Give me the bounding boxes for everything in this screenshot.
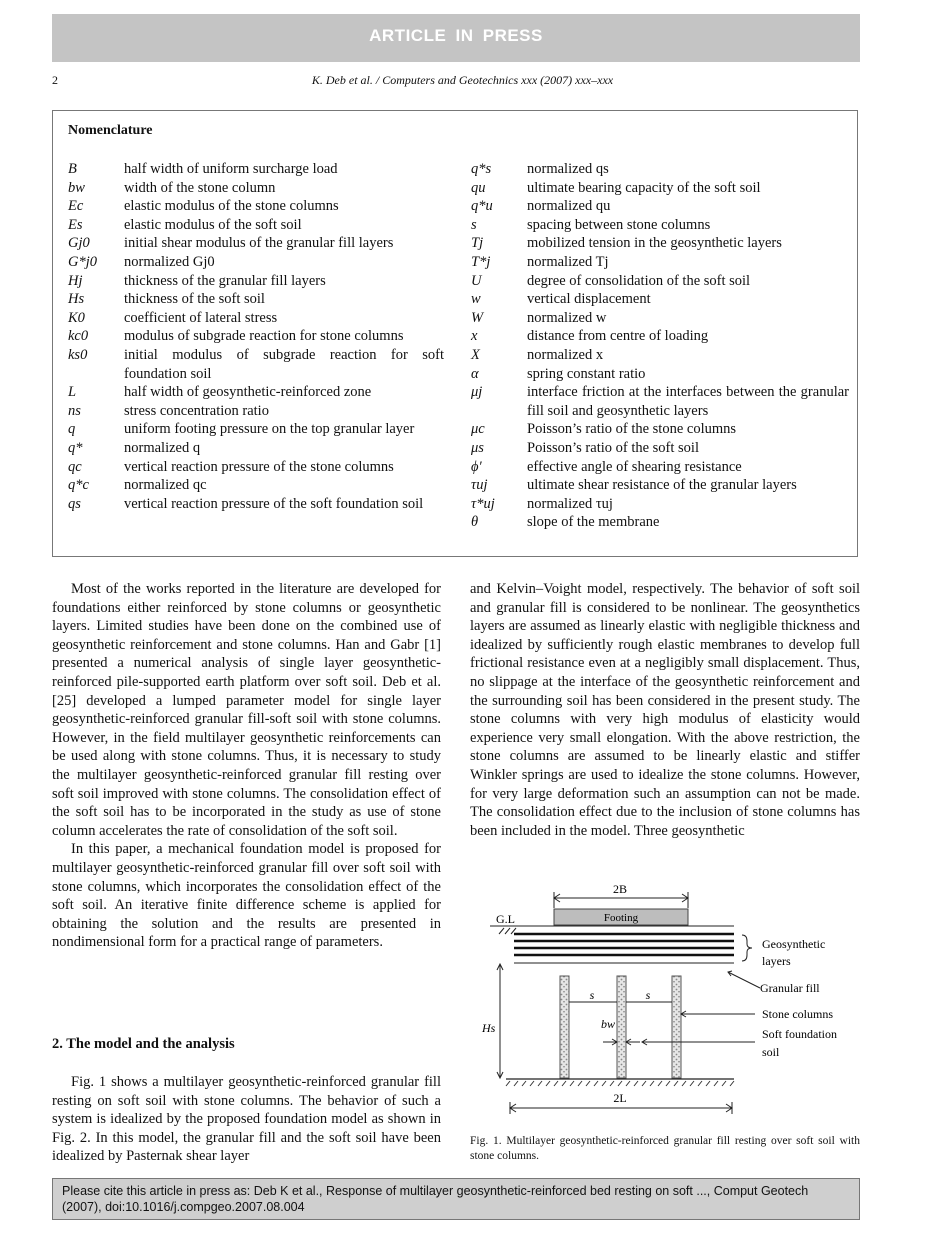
- running-head: K. Deb et al. / Computers and Geotechnics xxx (2007) xxx–xxx: [311, 73, 614, 87]
- nomenclature-entry: [68, 197, 444, 216]
- nomenclature-definition: elastic modulus of the stone columns: [124, 198, 339, 215]
- base-hatch: [506, 1081, 734, 1086]
- nomenclature-definition: vertical reaction pressure of the stone columns: [124, 458, 394, 475]
- nomenclature-symbol: ks0: [68, 346, 88, 363]
- nomenclature-symbol: K0: [68, 309, 85, 326]
- nomenclature-entry: [471, 290, 849, 309]
- nomenclature-definition: modulus of subgrade reaction for stone columns: [124, 328, 404, 345]
- nomenclature-entry: [68, 309, 444, 328]
- nomenclature-box: [52, 110, 858, 557]
- nomenclature-definition: uniform footing pressure on the top granular layer: [124, 421, 415, 438]
- nomenclature-symbol: Hj: [68, 272, 83, 289]
- nomenclature-entry: [471, 197, 849, 216]
- nomenclature-symbol: α: [471, 365, 479, 382]
- nomenclature-symbol: ns: [68, 402, 81, 419]
- nomenclature-definition: effective angle of shearing resistance: [527, 458, 742, 475]
- nomenclature-definition: spring constant ratio: [527, 365, 646, 382]
- nomenclature-symbol: Tj: [471, 235, 484, 252]
- nomenclature-entry: [68, 346, 444, 383]
- nomenclature-definition: stress concentration ratio: [124, 402, 269, 419]
- nomenclature-entry: [471, 179, 849, 198]
- nomenclature-definition: ultimate shear resistance of the granular layers: [527, 477, 797, 494]
- nomenclature-definition: initial modulus of subgrade reaction for soft foundation soil: [124, 346, 444, 382]
- nomenclature-symbol: bw: [68, 179, 85, 196]
- nomenclature-entry: [68, 476, 444, 495]
- nomenclature-entry: [471, 439, 849, 458]
- nomenclature-definition: Poisson’s ratio of the stone columns: [527, 421, 737, 438]
- nomenclature-entry: [68, 495, 444, 514]
- nomenclature-entry: [68, 179, 444, 198]
- nomenclature-symbol: U: [471, 272, 482, 289]
- nomenclature-entry: [471, 346, 849, 365]
- nomenclature-symbol: qs: [68, 495, 81, 512]
- nomenclature-symbol: τ*uj: [471, 495, 495, 512]
- page-number: 2: [52, 73, 58, 87]
- label-geosynthetic: Geosynthetic: [762, 937, 826, 951]
- nomenclature-symbol: q: [68, 421, 76, 438]
- section-heading: 2. The model and the analysis: [52, 1036, 235, 1052]
- nomenclature-definition: normalized τuj: [527, 495, 613, 512]
- article-in-press-banner: ARTICLE IN PRESS: [52, 14, 860, 62]
- nomenclature-title: Nomenclature: [68, 123, 153, 138]
- nomenclature-entry: [471, 272, 849, 291]
- nomenclature-entry: [471, 160, 849, 179]
- nomenclature-entry: [68, 420, 444, 439]
- nomenclature-symbol: μs: [471, 439, 484, 456]
- label-hs: Hs: [482, 1021, 496, 1035]
- nomenclature-definition: width of the stone column: [124, 179, 276, 196]
- nomenclature-symbol: qu: [471, 179, 486, 196]
- nomenclature-entry: [68, 216, 444, 235]
- nomenclature-symbol: qc: [68, 458, 82, 475]
- nomenclature-entry: [471, 476, 849, 495]
- nomenclature-symbol: μj: [471, 384, 483, 401]
- nomenclature-symbol: w: [471, 291, 481, 308]
- nomenclature-definition: ultimate bearing capacity of the soft soil: [527, 179, 761, 196]
- nomenclature-definition: Poisson’s ratio of the soft soil: [527, 439, 699, 456]
- nomenclature-entry: [68, 439, 444, 458]
- nomenclature-entry: [471, 365, 849, 384]
- paragraph-model: and Kelvin–Voight model, respectively. The behavior of soft soil and granular fill is considered to be nonlinear. The geosynthetics layers are assumed as linearly elastic with negligible thickness and idealized by sufficiently rough elastic membranes to develop full frictional resistance even at a negligibly small displacement. Thus, no slippage at the interface of the geosynthetic reinforcement and the surrounding soil has been considered in the present study. The stone columns with very high modulus of elasticity would experience very small elongation. With the above restriction, the stone columns are assumed to be linearly elastic and stiffer Winkler springs are used to idealize the stone columns. However, for very large deformation such an assumption can not be made. The consolidation effect due to the inclusion of stone columns has been included in the model. Three geosynthetic: [470, 581, 860, 839]
- nomenclature-symbol: kc0: [68, 328, 89, 345]
- nomenclature-symbol: q*u: [471, 198, 493, 215]
- label-footing: Footing: [603, 912, 639, 924]
- label-2b: 2B: [612, 882, 628, 896]
- nomenclature-definition: vertical reaction pressure of the soft foundation soil: [124, 495, 424, 512]
- nomenclature-symbol: Es: [68, 216, 83, 233]
- citation-footer: Please cite this article in press as: Deb K et al., Response of multilayer geosynthetic-reinforced bed resting on soft ..., Comput Geotech (2007), doi:10.1016/j.compgeo.2007.08.004: [52, 1178, 860, 1220]
- nomenclature-definition: elastic modulus of the soft soil: [124, 216, 302, 233]
- label-soil: soil: [762, 1045, 780, 1059]
- label-s-2: s: [645, 988, 651, 1002]
- nomenclature-definition: half width of uniform surcharge load: [124, 161, 338, 177]
- nomenclature-definition: interface friction at the interfaces between the granular fill soil and geosynthetic layers: [527, 384, 849, 419]
- nomenclature-entry: [68, 253, 444, 272]
- nomenclature-entry: [471, 458, 849, 477]
- nomenclature-right-column: [471, 160, 849, 532]
- nomenclature-symbol: T*j: [471, 253, 491, 270]
- nomenclature-definition: spacing between stone columns: [527, 216, 711, 233]
- nomenclature-entry: [68, 290, 444, 309]
- label-gl: G.L: [496, 912, 515, 926]
- label-stone-columns: Stone columns: [762, 1007, 833, 1021]
- nomenclature-definition: half width of geosynthetic-reinforced zone: [124, 384, 372, 401]
- nomenclature-left-column: [68, 160, 444, 513]
- ground-hatch: [499, 928, 516, 934]
- nomenclature-symbol: μc: [471, 421, 485, 438]
- nomenclature-definition: degree of consolidation of the soft soil: [527, 272, 751, 289]
- stone-column: [560, 976, 569, 1078]
- nomenclature-definition: initial shear modulus of the granular fill layers: [124, 235, 394, 252]
- nomenclature-symbol: q*: [68, 439, 83, 456]
- nomenclature-entry: [471, 420, 849, 439]
- nomenclature-entry: [68, 458, 444, 477]
- nomenclature-definition: mobilized tension in the geosynthetic layers: [527, 235, 782, 252]
- nomenclature-symbol: τuj: [471, 477, 488, 494]
- nomenclature-entry: [471, 327, 849, 346]
- nomenclature-symbol: Ec: [68, 198, 84, 215]
- nomenclature-definition: normalized w: [527, 309, 607, 326]
- paragraph-literature: Most of the works reported in the literature are developed for foundations either reinforced by stone columns or geosynthetic layers. Limited studies have been done on the combined use of geosynthetic reinforcement and stone columns. Han and Gabr [1] presented a numerical analysis of single layer geosynthetic-reinforced pile-supported earth platform over soft soil. Deb et al. [25] developed a lumped parameter model for single layer geosynthetic-reinforced granular fill-soft soil with stone columns. However, in the field multilayer geosynthetic reinforcements can be used along with stone columns. Thus, it is necessary to study the multilayer geosynthetic-reinforced granular fill resting over soft soil improved with stone columns. The consolidation effect of the soft soil has to be incorporated in the study as use of stone column accelerates the rate of consolidation of the soft soil.: [52, 581, 441, 839]
- nomenclature-definition: thickness of the soft soil: [124, 291, 265, 308]
- nomenclature-entry: [471, 309, 849, 328]
- nomenclature-definition: thickness of the granular fill layers: [124, 272, 326, 289]
- label-layers: layers: [762, 954, 791, 968]
- nomenclature-entry: [68, 383, 444, 402]
- nomenclature-symbol: W: [471, 309, 484, 326]
- nomenclature-definition: normalized q: [124, 439, 201, 456]
- nomenclature-symbol: s: [471, 216, 477, 233]
- nomenclature-definition: normalized x: [527, 346, 604, 363]
- nomenclature-symbol: L: [68, 384, 77, 401]
- nomenclature-symbol: Hs: [68, 291, 85, 308]
- nomenclature-entry: [471, 513, 849, 532]
- body-left-column: [52, 580, 441, 952]
- nomenclature-entry: [68, 160, 444, 179]
- nomenclature-entry: [68, 327, 444, 346]
- nomenclature-entry: [68, 402, 444, 421]
- paragraph-this-paper: In this paper, a mechanical foundation model is proposed for multilayer geosynthetic-reinforced granular fill over soft soil with stone columns, which incorporates the consolidation effect of the soft soil. An iterative finite difference scheme is applied for obtaining the solution and the results are presented in nondimensional form for a practical range of parameters.: [52, 841, 441, 951]
- nomenclature-symbol: B: [68, 161, 77, 177]
- nomenclature-entry: [471, 495, 849, 514]
- nomenclature-symbol: ϕ′: [471, 458, 482, 475]
- nomenclature-entry: [471, 234, 849, 253]
- stone-column: [672, 976, 681, 1078]
- nomenclature-definition: normalized Gj0: [124, 253, 215, 270]
- nomenclature-definition: normalized qs: [527, 161, 609, 177]
- label-granular-fill: Granular fill: [760, 981, 820, 995]
- nomenclature-entry: [68, 234, 444, 253]
- label-2l: 2L: [613, 1091, 627, 1105]
- nomenclature-definition: coefficient of lateral stress: [124, 309, 278, 326]
- figure-caption: Fig. 1. Multilayer geosynthetic-reinforced granular fill resting over soft soil with stone columns.: [470, 1135, 860, 1162]
- nomenclature-symbol: q*s: [471, 161, 492, 177]
- label-soft-foundation: Soft foundation: [762, 1027, 837, 1041]
- nomenclature-symbol: X: [471, 346, 480, 363]
- nomenclature-symbol: θ: [471, 514, 479, 531]
- nomenclature-symbol: x: [471, 328, 478, 345]
- stone-column: [617, 976, 626, 1078]
- figure-1-diagram: [470, 878, 860, 1128]
- nomenclature-symbol: G*j0: [68, 253, 97, 270]
- label-bw: bw: [601, 1017, 616, 1031]
- nomenclature-definition: normalized Tj: [527, 253, 609, 270]
- nomenclature-entry: [471, 216, 849, 235]
- pointer-line: [728, 972, 760, 988]
- nomenclature-symbol: Gj0: [68, 235, 90, 252]
- paragraph-fig1: Fig. 1 shows a multilayer geosynthetic-reinforced granular fill resting on soft soil with stone columns. The behavior of such a system is idealized by the proposed foundation model as shown in Fig. 2. In this model, the granular fill and the soft soil have been idealized by Pasternak shear layer: [52, 1074, 441, 1165]
- nomenclature-entry: [471, 383, 849, 420]
- nomenclature-definition: vertical displacement: [527, 291, 651, 308]
- section-2-text: [52, 1073, 441, 1166]
- nomenclature-definition: normalized qc: [124, 477, 207, 494]
- nomenclature-entry: [68, 272, 444, 291]
- nomenclature-definition: slope of the membrane: [527, 514, 660, 531]
- nomenclature-definition: distance from centre of loading: [527, 328, 709, 345]
- nomenclature-entry: [471, 253, 849, 272]
- nomenclature-definition: normalized qu: [527, 198, 611, 215]
- brace-icon: [742, 935, 752, 961]
- label-s-1: s: [589, 988, 595, 1002]
- body-right-column: [470, 580, 860, 840]
- nomenclature-symbol: q*c: [68, 477, 89, 494]
